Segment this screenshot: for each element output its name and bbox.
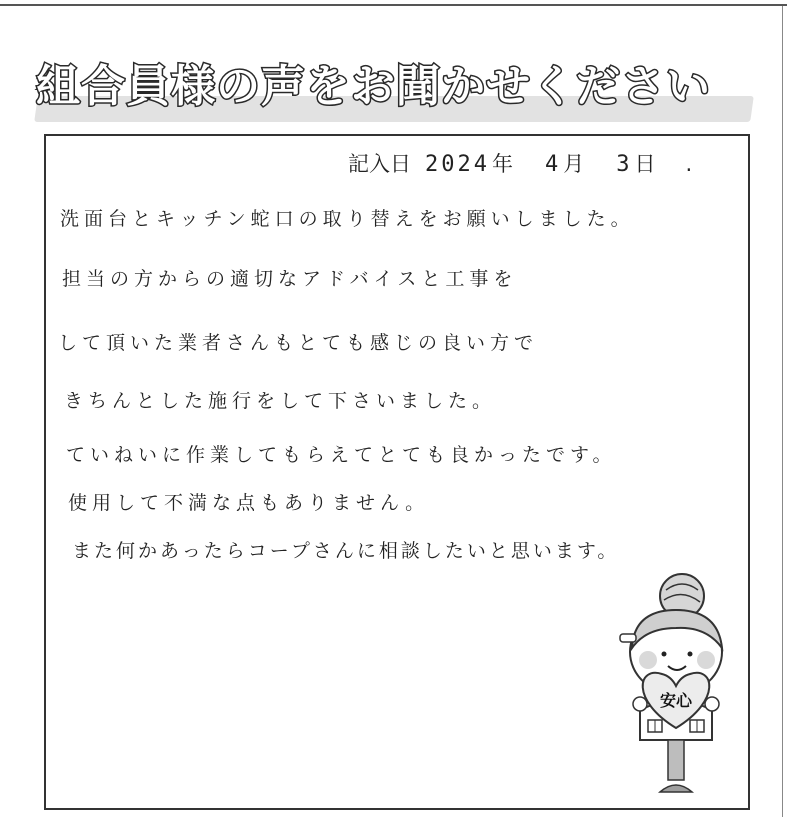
- message-line: きちんとした施行をして下さいました。: [64, 390, 497, 412]
- date-year: 2024: [425, 152, 490, 177]
- entry-date: [348, 148, 738, 184]
- message-line: 洗面台とキッチン蛇口の取り替えをお願いしました。: [60, 208, 635, 230]
- message-line: 担当の方からの適切なアドバイスと工事を: [62, 268, 518, 290]
- date-year-unit: 年: [491, 152, 513, 176]
- date-label: 記入日: [348, 152, 411, 176]
- message-line: 使用して不満な点もありません。: [68, 492, 430, 514]
- date-month: 4: [544, 152, 562, 177]
- date-day: 3: [616, 152, 633, 177]
- message-line: ていねいに作業してもらえてとても良かったです。: [66, 444, 617, 466]
- mascot-illustration: [610, 570, 740, 800]
- date-day-unit: 日: [634, 152, 656, 176]
- page-title: 組合員様の声をお聞かせください: [36, 61, 711, 112]
- right-edge: [782, 6, 783, 817]
- date-end: .: [685, 152, 693, 176]
- top-rule: [0, 4, 787, 6]
- message-line: また何かあったらコープさんに相談したいと思います。: [72, 540, 620, 562]
- date-month-unit: 月: [563, 152, 585, 176]
- mascot-badge-text: 安心: [659, 691, 693, 710]
- message-line: して頂いた業者さんもとても感じの良い方で: [58, 332, 539, 354]
